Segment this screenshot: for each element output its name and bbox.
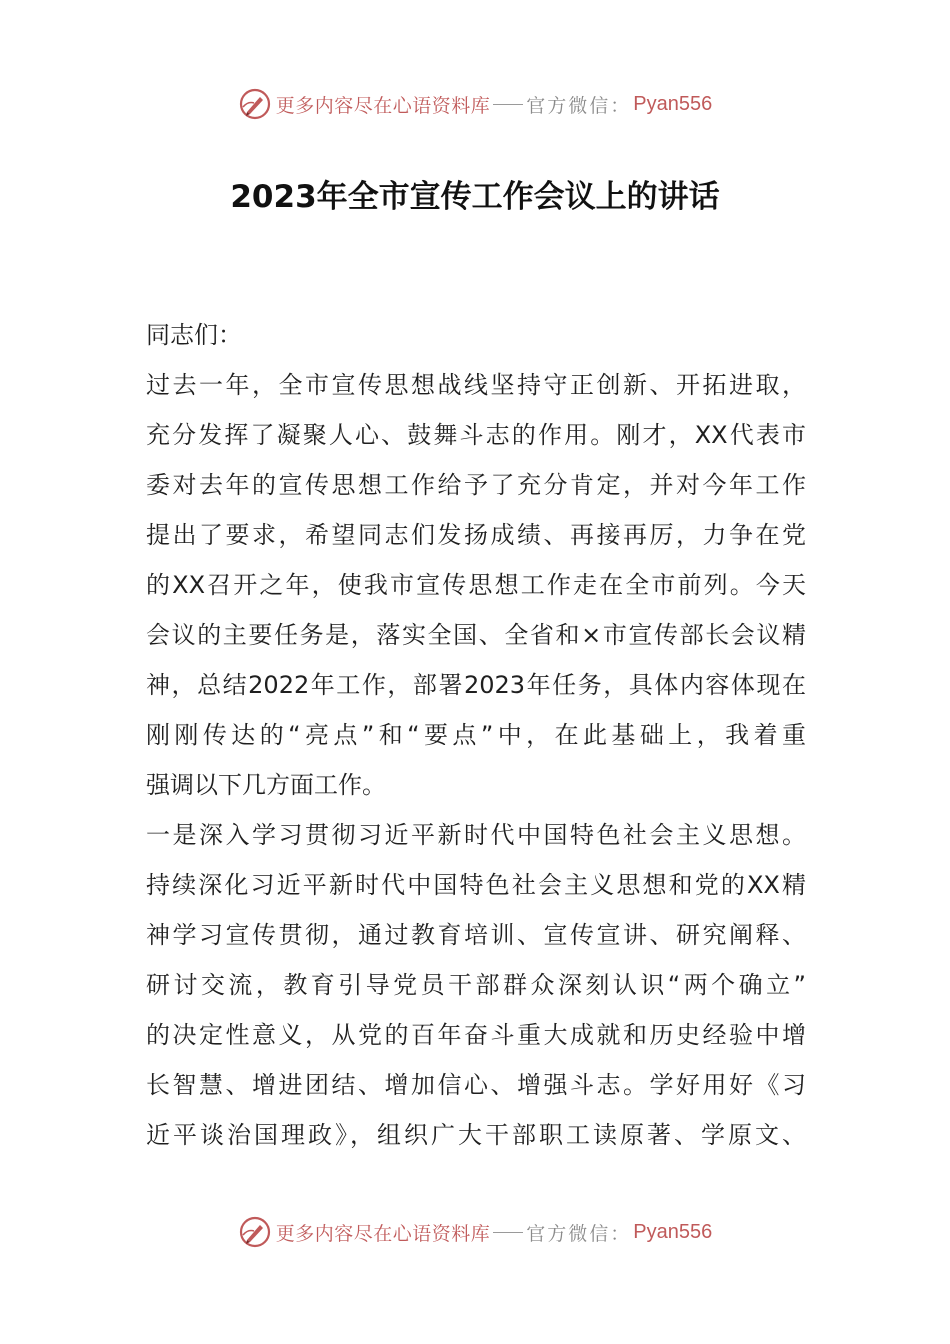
watermark-text: 更多内容尽在心语资料库 — [275, 94, 491, 117]
document-body — [146, 310, 806, 1160]
watermark-separator — [493, 1232, 523, 1233]
document-title: 2023年全市宣传工作会议上的讲话 — [230, 179, 720, 215]
footer-watermark-banner — [0, 1212, 950, 1252]
body-line: 的决定性意义，从党的百年奋斗重大成就和历史经验中增 — [146, 1021, 806, 1049]
watermark-contact-label: 官方微信： — [526, 1222, 632, 1245]
pen-logo-icon — [238, 87, 272, 121]
body-line: 一是深入学习贯彻习近平新时代中国特色社会主义思想。 — [146, 821, 806, 849]
body-line: 会议的主要任务是，落实全国、全省和×市宣传部长会议精 — [146, 621, 806, 649]
body-line: 过去一年，全市宣传思想战线坚持守正创新、开拓进取， — [146, 371, 806, 399]
watermark-contact-id: Pyan556 — [633, 92, 713, 115]
body-line: 委对去年的宣传思想工作给予了充分肯定，并对今年工作 — [146, 471, 806, 499]
body-line: 神学习宣传贯彻，通过教育培训、宣传宣讲、研究阐释、 — [146, 921, 806, 949]
body-line: 提出了要求，希望同志们发扬成绩、再接再厉，力争在党 — [146, 521, 806, 549]
body-line: 研讨交流，教育引导党员干部群众深刻认识“两个确立” — [146, 971, 806, 999]
watermark-separator — [493, 104, 523, 105]
body-line: 神，总结2022年工作，部署2023年任务，具体内容体现在 — [146, 671, 806, 699]
pen-logo-icon — [238, 1215, 272, 1249]
body-line: 的XX召开之年，使我市宣传思想工作走在全市前列。今天 — [146, 571, 806, 599]
watermark-contact-id: Pyan556 — [633, 1220, 713, 1243]
body-line: 持续深化习近平新时代中国特色社会主义思想和党的XX精 — [146, 871, 806, 899]
body-line: 刚刚传达的“亮点”和“要点”中，在此基础上，我着重 — [146, 721, 806, 749]
header-watermark-banner — [0, 84, 950, 124]
body-line: 近平谈治国理政》，组织广大干部职工读原著、学原文、 — [146, 1121, 806, 1149]
body-line: 充分发挥了凝聚人心、鼓舞斗志的作用。刚才，XX代表市 — [146, 421, 806, 449]
watermark-text: 更多内容尽在心语资料库 — [275, 1222, 491, 1245]
body-line: 强调以下几方面工作。 — [146, 771, 386, 799]
body-line: 同志们： — [146, 321, 242, 349]
watermark-contact-label: 官方微信： — [526, 94, 632, 117]
body-line: 长智慧、增进团结、增加信心、增强斗志。学好用好《习 — [146, 1071, 806, 1099]
